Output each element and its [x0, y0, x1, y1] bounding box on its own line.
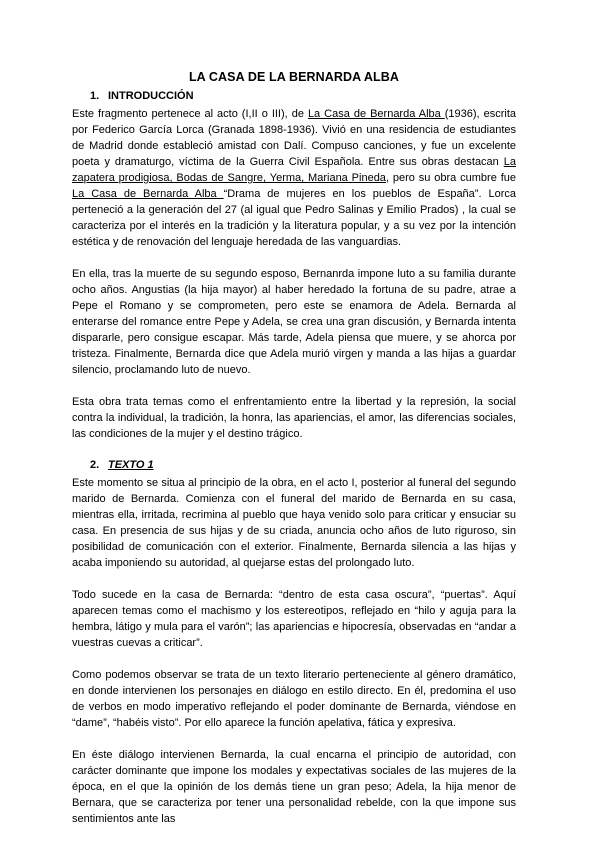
paragraph-texto-1: Este momento se situa al principio de la obra, en el acto I, posterior al funeral del segundo marido de Bernarda. Comienza con el funeral del marido de Bernarda en su casa, mientras ella, irritada, recrimina al pueblo que haya venido solo para criticar y ensuciar su casa. En presencia de sus hijas y de su criada, anuncia ocho años de luto riguroso, sin posibilidad de comunicación con el exterior. Finalmente, Bernarda silencia a las hijas y acaba imponiendo su autoridad, al quejarse estas del prolongado luto. — [72, 477, 516, 569]
text-run: , pero su obra cumbre fue — [385, 172, 516, 184]
section-heading-text: INTRODUCCIÓN — [108, 90, 194, 102]
works-list-link: La zapatera prodigiosa, Bodas de Sangre, Yerma, Mariana Pineda — [72, 156, 516, 184]
paragraph-texto-2: Todo sucede en la casa de Bernarda: “dentro de esta casa oscura”, “puertas”. Aquí aparecen temas como el machismo y los estereotipos, reflejado en “hilo y aguja para la hembra, látigo y mula para el varón”; las apariencias e hipocresía, observadas en “andar a vuestras cuevas a criticar”. — [72, 589, 516, 649]
section-heading-texto-1 — [90, 459, 516, 471]
paragraph-intro-1 — [72, 106, 516, 250]
paragraph-texto-3: Como podemos observar se trata de un texto literario perteneciente al género dramático, en donde intervienen los personajes en diálogo en estilo directo. En él, predomina el uso de verbos en modo imperativo reflejando el poder dominante de Bernarda, viéndose en “dame”, “habéis visto”. Por ello aparece la función apelativa, fática y expresiva. — [72, 669, 516, 729]
section-texto-1-body — [72, 475, 516, 827]
section-introduccion-body — [72, 106, 516, 442]
work-title-link: La Casa de Bernarda Alba — [307, 108, 445, 120]
section-number: 1. — [90, 90, 100, 102]
document-title: LA CASA DE LA BERNARDA ALBA — [188, 70, 400, 84]
text-run: (1936), escrita por Federico García Lorca (Granada 1898-1936). Vivió en una residencia de estudiantes de Madrid donde estableció amistad con Dalí. Compuso canciones, y fue un excelente poeta y dramaturgo, víctima de la Guerra Civil Española. Entre sus obras destacan — [72, 108, 517, 168]
paragraph-intro-2: En ella, tras la muerte de su segundo esposo, Bernanrda impone luto a su familia durante ocho años. Angustias (la hija mayor) al haber heredado la fortuna de su padre, atrae a Pepe el Romano y se comprometen, pero este se enamora de Adela. Bernarda al enterarse del romance entre Pepe y Adela, se crea una gran discusión, y Bernarda intenta dispararle, pero consigue escapar. Más tarde, Adela piensa que muere, y se ahorca por tristeza. Finalmente, Bernarda dice que Adela murió virgen y manda a las hijas a guardar silencio, proclamando luto de nuevo. — [72, 268, 516, 376]
section-number: 2. — [90, 459, 100, 471]
section-heading-text: TEXTO 1 — [108, 459, 154, 471]
section-heading-introduccion — [90, 90, 516, 102]
paragraph-intro-3: Esta obra trata temas como el enfrentamiento entre la libertad y la represión, la social contra la individual, la tradición, la honra, las apariencias, el amor, las diferencias sociales, las condiciones de la mujer y el destino trágico. — [72, 396, 516, 440]
paragraph-texto-4: En éste diálogo intervienen Bernarda, la cual encarna el principio de autoridad, con carácter dominante que impone los modales y expectativas sociales de las mujeres de la época, en el que la opinión de los demás tiene un gran peso; Adela, la hija menor de Bernara, que se caracteriza por tener una personalidad rebelde, con la que impone sus sentimientos ante las — [72, 749, 516, 825]
text-run: Este fragmento pertenece al acto (I,II o III), de — [72, 108, 308, 120]
work-title-link: La Casa de Bernarda Alba — [72, 188, 224, 200]
text-run: “Drama de mujeres en los pueblos de España”. Lorca perteneció a la generación del 27 (al igual que Pedro Salinas y Emilio Prados) , la cual se caracteriza por el interés en la tradición y la literatura popular, y a su vez por la intención estética y de renovación del lenguaje heredada de las vanguardias. — [72, 188, 516, 248]
